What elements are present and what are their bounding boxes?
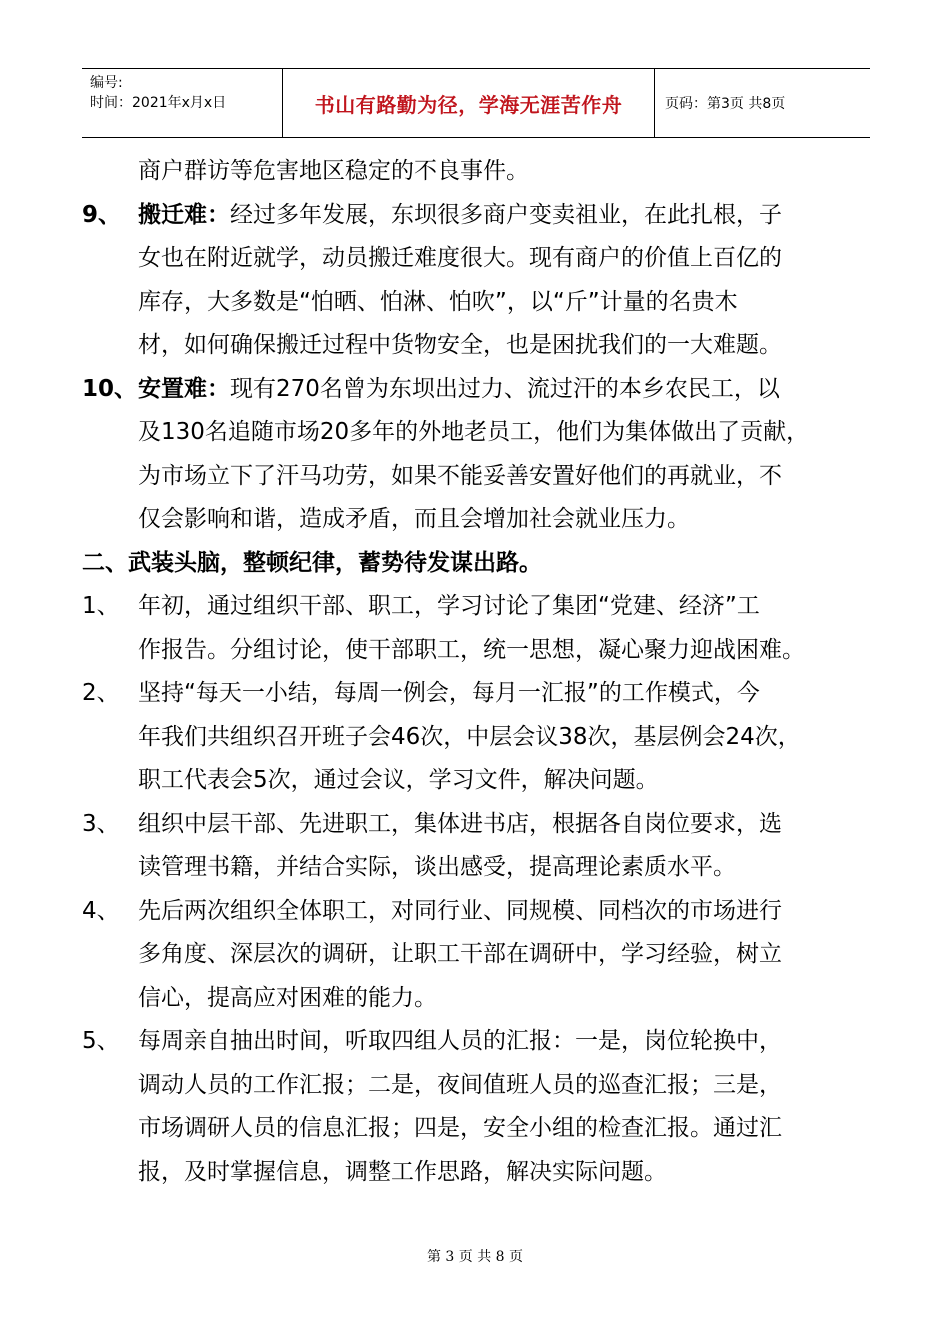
item-body <box>138 585 882 672</box>
paragraph-line <box>138 194 882 238</box>
item-body <box>138 1020 882 1194</box>
item-number: 3、 <box>82 810 120 837</box>
item-number: 5、 <box>82 1028 120 1054</box>
paragraph-line: 报，及时掌握信息，调整工作思路，解决实际问题。 <box>138 1158 667 1185</box>
paragraph-line: 每周亲自抽出时间，听取四组人员的汇报：一是，岗位轮换中， <box>138 1028 782 1054</box>
item-body <box>138 672 882 803</box>
section-heading: 二、武装头脑，整顿纪律，蓄势待发谋出路。 <box>82 549 542 576</box>
header-motto: 书山有路勤为径，学海无涯苦作舟 <box>314 92 623 117</box>
item-body <box>138 803 882 890</box>
list-item <box>82 803 882 890</box>
paragraph-line: 坚持“每天一小结，每周一例会，每月一汇报”的工作模式，今 <box>138 680 760 706</box>
paragraph-line: 女也在附近就学，动员搬迁难度很大。现有商户的价值上百亿的 <box>138 245 782 271</box>
document-header <box>82 68 870 138</box>
paragraph-line: 先后两次组织全体职工，对同行业、同规模、同档次的市场进行 <box>138 897 782 924</box>
paragraph-line <box>138 368 882 412</box>
paragraph-line: 多角度、深层次的调研，让职工干部在调研中，学习经验，树立 <box>138 941 782 967</box>
paragraph-line: 职工代表会5次，通过会议，学习文件，解决问题。 <box>138 767 659 793</box>
item-body <box>138 890 882 1021</box>
document-number-label: 编号: <box>90 75 123 91</box>
item-number: 10、 <box>82 375 138 402</box>
paragraph-line: 为市场立下了汗马功劳，如果不能妥善安置好他们的再就业，不 <box>138 462 782 489</box>
header-page-cell <box>655 69 870 137</box>
list-item <box>82 890 882 1021</box>
paragraph-line: 读管理书籍，并结合实际，谈出感受，提高理论素质水平。 <box>138 854 736 880</box>
document-date-label: 时间：2021年x月x日 <box>90 95 227 111</box>
item-number: 1、 <box>82 593 120 619</box>
paragraph-line: 年初，通过组织干部、职工，学习讨论了集团“党建、经济”工 <box>138 593 760 619</box>
line-text: 现有270名曾为东坝出过力、流过汗的本乡农民工，以 <box>230 375 780 402</box>
page-footer <box>0 1246 950 1266</box>
list-item <box>82 672 882 803</box>
header-page-label: 页码：第3页 共8页 <box>665 96 786 112</box>
continuation-line: 商户群访等危害地区稳定的不良事件。 <box>138 158 529 184</box>
list-item-10 <box>82 368 882 542</box>
header-meta-cell <box>82 69 283 137</box>
item-keyword: 搬迁难： <box>138 201 230 228</box>
paragraph-line: 库存，大多数是“怕晒、怕淋、怕吹”，以“斤”计量的名贵木 <box>138 288 738 315</box>
paragraph-line: 组织中层干部、先进职工，集体进书店，根据各自岗位要求，选 <box>138 810 782 837</box>
item-number: 4、 <box>82 897 120 924</box>
paragraph-line: 调动人员的工作汇报；二是，夜间值班人员的巡查汇报；三是， <box>138 1071 782 1098</box>
item-number: 9、 <box>82 201 122 228</box>
item-body <box>138 368 882 542</box>
line-text: 经过多年发展，东坝很多商户变卖祖业，在此扎根，子 <box>230 201 782 228</box>
footer-page-number: 第 3 页 共 8 页 <box>426 1249 524 1265</box>
paragraph-line: 年我们共组织召开班子会46次，中层会议38次，基层例会24次， <box>138 723 801 750</box>
header-motto-cell <box>283 69 655 137</box>
list-item <box>82 585 882 672</box>
paragraph-line: 及130名追随市场20多年的外地老员工，他们为集体做出了贡献， <box>138 419 810 445</box>
document-body <box>82 150 882 1194</box>
item-number: 2、 <box>82 680 120 706</box>
paragraph-line: 材，如何确保搬迁过程中货物安全，也是困扰我们的一大难题。 <box>138 332 782 358</box>
list-item-9 <box>82 194 882 368</box>
item-keyword: 安置难： <box>138 375 230 402</box>
paragraph-line: 作报告。分组讨论，使干部职工，统一思想，凝心聚力迎战困难。 <box>138 636 805 663</box>
list-item <box>82 1020 882 1194</box>
paragraph-line: 信心，提高应对困难的能力。 <box>138 984 437 1011</box>
paragraph-line: 市场调研人员的信息汇报；四是，安全小组的检查汇报。通过汇 <box>138 1115 782 1141</box>
item-body <box>138 194 882 368</box>
paragraph-line: 仅会影响和谐，造成矛盾，而且会增加社会就业压力。 <box>138 506 690 532</box>
